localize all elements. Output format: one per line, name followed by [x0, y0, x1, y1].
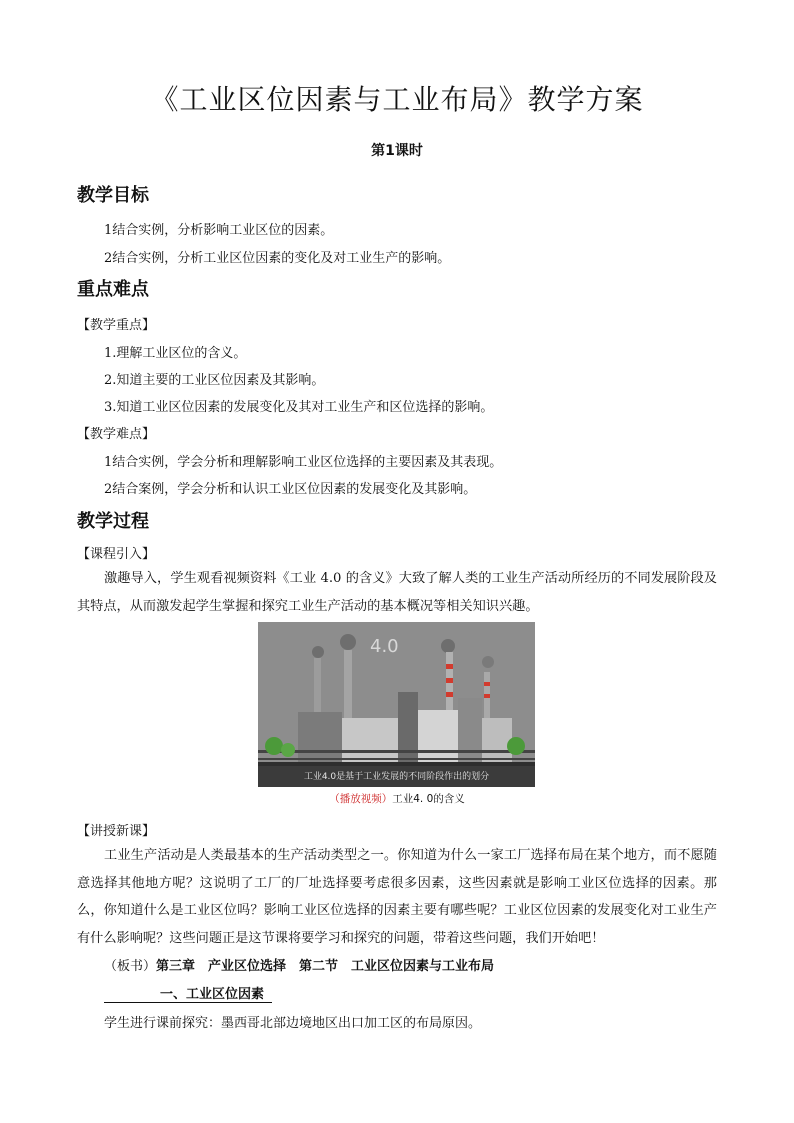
board-tag: （板书）	[104, 959, 157, 974]
video-thumbnail[interactable]	[258, 622, 535, 787]
goal-item: 2结合实例，分析工业区位因素的变化及对工业生产的影响。	[104, 251, 451, 266]
board-text: 第三章 产业区位选择 第二节 工业区位因素与工业布局	[156, 959, 495, 974]
difficulty-label: 【教学难点】	[77, 427, 156, 442]
video-overlay-title: 4.0	[370, 636, 399, 657]
goal-item: 1结合实例，分析影响工业区位的因素。	[104, 223, 334, 238]
factory-illustration	[258, 622, 535, 787]
difficulty-item: 1结合实例，学会分析和理解影响工业区位选择的主要因素及其表现。	[104, 455, 503, 470]
goals-heading: 教学目标	[77, 185, 149, 206]
process-heading: 教学过程	[77, 511, 149, 532]
play-video-link[interactable]: （播放视频）	[329, 793, 393, 805]
focus-item: 1.理解工业区位的含义。	[104, 346, 247, 361]
difficulty-item: 2结合案例，学会分析和认识工业区位因素的发展变化及其影响。	[104, 482, 477, 497]
focus-item: 3.知道工业区位因素的发展变化及其对工业生产和区位选择的影响。	[104, 400, 494, 415]
section-heading: 一、工业区位因素	[160, 987, 265, 1002]
document-title: 《工业区位因素与工业布局》教学方案	[150, 83, 644, 116]
lesson-period: 第1课时	[371, 143, 423, 159]
caption-text: 工业4. 0的含义	[392, 793, 465, 805]
figure-caption	[0, 791, 794, 806]
new-lesson-paragraph: 工业生产活动是人类最基本的生产活动类型之一。你知道为什么一家工厂选择布局在某个地方，而不愿随意选择其他地方呢？这说明了工厂的厂址选择要考虑很多因素，这些因素就是影响工业区位选择的因素。那么，你知道什么是工业区位吗？影响工业区位选择的因素主要有哪些呢？工业区位因素的发展变化对工业生产有什么影响呢？这些问题正是这节课将要学习和探究的问题，带着这些问题，我们开始吧！	[77, 848, 717, 946]
new-lesson-label: 【讲授新课】	[77, 824, 156, 839]
focus-label: 【教学重点】	[77, 318, 156, 333]
intro-label: 【课程引入】	[77, 547, 156, 562]
board-line	[104, 955, 494, 974]
video-subtitle: 工业4.0是基于工业发展的不同阶段作出的划分	[303, 772, 490, 782]
focus-item: 2.知道主要的工业区位因素及其影响。	[104, 373, 325, 388]
intro-paragraph: 激趣导入，学生观看视频资料《工业 4.0 的含义》大致了解人类的工业生产活动所经历的不同发展阶段及其特点，从而激发起学生掌握和探究工业生产活动的基本概况等相关知识兴趣。	[77, 571, 717, 614]
key-points-heading: 重点难点	[77, 279, 149, 300]
section-underline	[104, 1002, 272, 1003]
inquiry-text: 学生进行课前探究：墨西哥北部边境地区出口加工区的布局原因。	[104, 1016, 482, 1031]
